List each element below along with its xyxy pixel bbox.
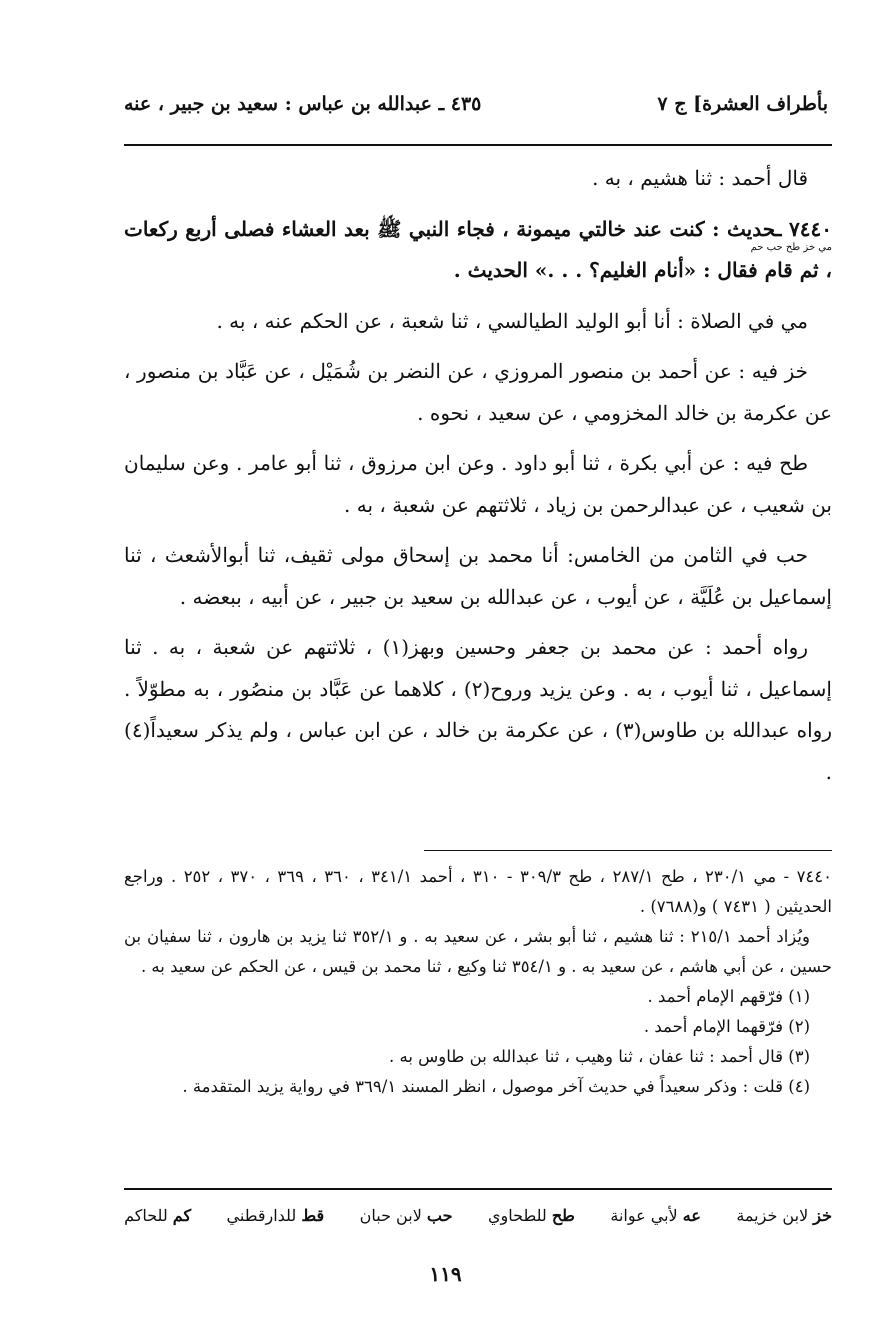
legend-item [124,1206,191,1225]
running-header [124,86,828,122]
hadith-entry [124,209,832,292]
paragraph-hibban: حب في الثامن من الخامس: أنا محمد بن إسحاق مولى ثقيف، ثنا أبوالأشعث ، ثنا إسماعيل بن عُلَيَّة ، عن أيوب ، عن عبدالله بن سعيد بن جبير ، عن أبيه ، ببعضه . [124,543,832,609]
header-chapter: ٤٣٥ ـ عبدالله بن عباس : سعيد بن جبير ، عنه [124,93,482,115]
page-number: ١١٩ [429,1262,462,1286]
footnote-rule [424,850,832,851]
footnote-2: (٢) فرّقهما الإمام أحمد . [643,1017,810,1036]
legend-rule [124,1188,832,1190]
legend-abbr: عه [682,1205,701,1225]
intro-line: قال أحمد : ثنا هشيم ، به . [592,166,808,190]
footnote-3: (٣) قال أحمد : ثنا عفان ، ثنا وهيب ، ثنا عبدالله بن طاوس به . [388,1047,810,1066]
legend-item [610,1206,701,1225]
paragraph-tahawi: طح فيه : عن أبي بكرة ، ثنا أبو داود . وعن ابن مرزوق ، ثنا أبو عامر . وعن سليمان بن شعيب ، عن عبدالرحمن بن زياد ، ثلاثتهم عن شعبة ، به . [124,451,832,517]
legend-item [360,1206,453,1225]
legend-name: للطحاوي [487,1205,547,1225]
legend-abbr: قط [301,1205,325,1225]
legend-item [227,1206,325,1225]
hadith-number: ٧٤٤٠ ـ [775,216,832,241]
legend-name: لابن حبان [359,1205,422,1225]
legend-name: للدارقطني [226,1205,297,1225]
abbreviation-legend [124,1198,832,1232]
footnotes [124,862,832,1102]
header-rule [124,144,832,146]
legend-abbr: طح [551,1205,575,1225]
legend-item [488,1206,575,1225]
legend-item [736,1206,832,1225]
legend-abbr: كم [172,1205,192,1225]
legend-name: لأبي عوانة [610,1205,678,1225]
header-volume: بأطراف العشرة] ج ٧ [657,93,828,115]
footnote-references: ٧٤٤٠ - مي ٢٣٠/١ ، طح ٢٨٧/١ ، طح ٣٠٩/٣ - ٣١٠ ، أحمد ٣٤١/١ ، ٣٦٠ ، ٣٦٩ ، ٣٧٠ ، ٢٥٢ . وراجع الحديثين ( ٧٤٣١ ) و(٧٦٨٨) . [124,867,833,916]
footnote-1: (١) فرّقهم الإمام أحمد . [647,987,810,1006]
paragraph-darimi: مي في الصلاة : أنا أبو الوليد الطيالسي ، ثنا شعبة ، عن الحكم عنه ، به . [216,308,808,333]
legend-abbr: خز [813,1205,832,1225]
legend-name: للحاكم [124,1205,168,1225]
legend-name: لابن خزيمة [736,1205,809,1225]
paragraph-ahmad: رواه أحمد : عن محمد بن جعفر وحسين وبهز(١) ، ثلاثتهم عن شعبة ، به . ثنا إسماعيل ، ثنا أيوب ، به . وعن يزيد وروح(٢) ، كلاهما عن عَبَّاد بن منصُور ، به مطوّلاً . رواه عبدالله بن طاوس(٣) ، عن عكرمة بن خالد ، عن ابن عباس ، ولم يذكر سعيداً(٤) . [124,635,832,784]
footnote-addition: ويُزاد أحمد ٢١٥/١ : ثنا هشيم ، ثنا أبو بشر ، عن سعيد به . و ٣٥٢/١ ثنا يزيد بن هارون ، ثنا سفيان بن حسين ، عن أبي هاشم ، عن سعيد به . و ٣٥٤/١ ثنا وكيع ، ثنا محمد بن قيس ، عن الحكم عن سعيد به . [124,927,832,976]
hadith-text: حديث : كنت عند خالتي ميمونة ، فجاء النبي ﷺ بعد العشاء فصلى أربع ركعات ، ثم قام فقال : «أنام الغليم؟ . . .» الحديث . [124,216,832,282]
legend-abbr: حب [426,1205,453,1225]
paragraph-khuzaima: خز فيه : عن أحمد بن منصور المروزي ، عن النضر بن شُمَيْل ، عن عَبَّاد بن منصور ، عن عكرمة بن خالد المخزومي ، عن سعيد ، نحوه . [124,359,832,425]
hadith-sigla: مي خز طح حب حم [750,241,832,253]
footnote-4: (٤) قلت : وذكر سعيداً في حديث آخر موصول ، انظر المسند ٣٦٩/١ في رواية يزيد المتقدمة . [182,1077,810,1096]
main-text [124,158,832,802]
